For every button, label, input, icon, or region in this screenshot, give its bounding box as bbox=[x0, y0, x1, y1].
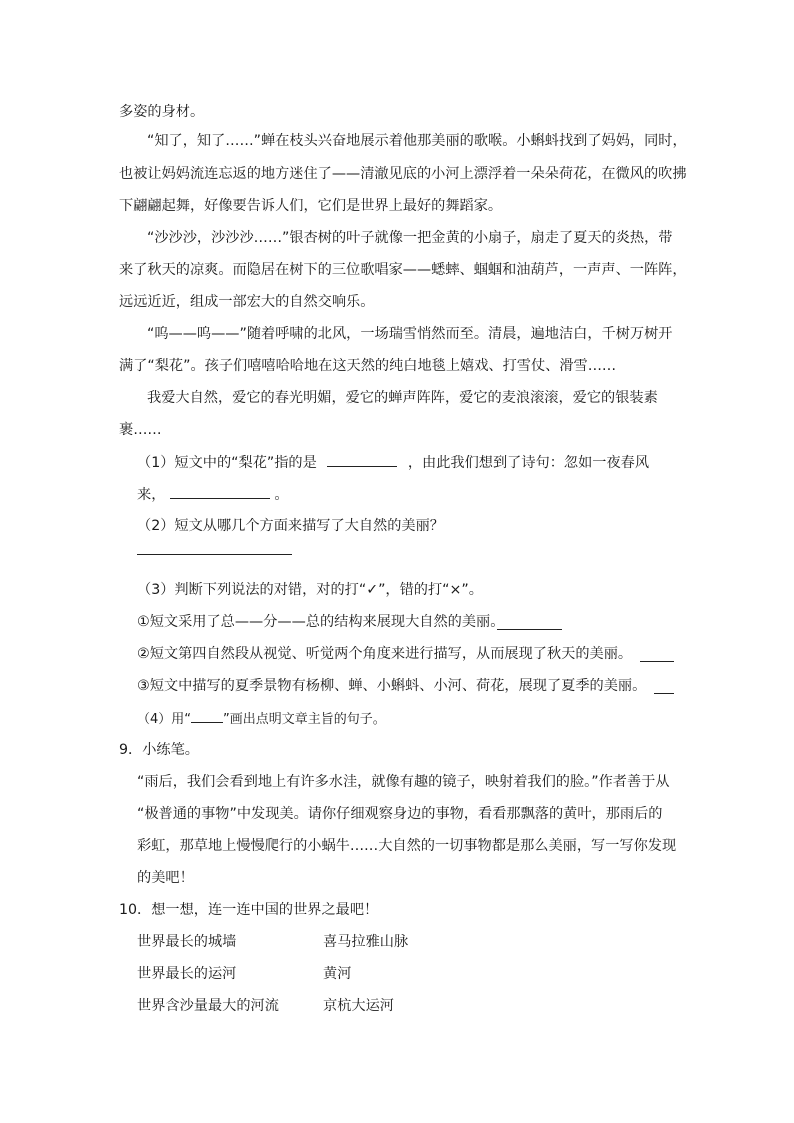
item-9-title: 9．小练笔。 bbox=[119, 742, 199, 758]
passage-p4-line: “呜——呜——”随着呼啸的北风，一场瑞雪悄然而至。清晨，遍地洁白，千树万树开 bbox=[147, 326, 673, 342]
match-left-item[interactable]: 世界最长的运河 bbox=[137, 966, 237, 982]
answer-line[interactable] bbox=[640, 660, 674, 662]
match-left-item[interactable]: 世界含沙量最大的河流 bbox=[137, 998, 279, 1014]
question-1-text-a: （1）短文中的“梨花”指的是 bbox=[137, 455, 317, 471]
question-3-item-2-text: ②短文第四自然段从视觉、听觉两个角度来进行描写，从而展现了秋天的美丽。 bbox=[137, 646, 633, 662]
question-3-item-1 bbox=[137, 612, 504, 632]
question-4-text-a: （4）用“ bbox=[137, 712, 192, 727]
question-2: （2）短文从哪几个方面来描写了大自然的美丽？ bbox=[137, 518, 444, 534]
passage-p4-line: 满了“梨花”。孩子们嘻嘻哈哈地在这天然的纯白地毯上嬉戏、打雪仗、滑雪…… bbox=[119, 358, 617, 374]
passage-p3-line: 来了秋天的凉爽。而隐居在树下的三位歌唱家——蟋蟀、蝈蝈和油葫芦，一声声、一阵阵， bbox=[119, 262, 687, 278]
answer-line[interactable] bbox=[137, 553, 292, 555]
question-1-line-2 bbox=[137, 484, 289, 505]
item-9-line: “极普通的事物”中发现美。请你仔细观察身边的事物，看看那飘落的黄叶，那雨后的 bbox=[137, 806, 663, 822]
answer-line[interactable] bbox=[654, 692, 674, 694]
match-right-item[interactable]: 京杭大运河 bbox=[323, 998, 394, 1014]
passage-p5-line: 我爱大自然，爱它的春光明媚，爱它的蝉声阵阵，爱它的麦浪滚滚，爱它的银装素 bbox=[147, 390, 658, 406]
passage-p2-line: “知了，知了……”蝉在枝头兴奋地展示着他那美丽的歌喉。小蝌蚪找到了妈妈，同时， bbox=[147, 133, 687, 149]
question-1-line-1 bbox=[137, 452, 649, 473]
match-left-item[interactable]: 世界最长的城墙 bbox=[137, 934, 237, 950]
passage-p2-line: 下翩翩起舞，好像要告诉人们，它们是世界上最好的舞蹈家。 bbox=[119, 198, 503, 214]
answer-blank[interactable] bbox=[327, 452, 397, 467]
question-4 bbox=[137, 708, 386, 730]
question-4-text-b: ”画出点明文章主旨的句子。 bbox=[223, 712, 386, 727]
item-9-line: 彩虹，那草地上慢慢爬行的小蜗牛……大自然的一切事物都是那么美丽，写一写你发现 bbox=[137, 838, 677, 854]
question-1-text-b: ，由此我们想到了诗句：忽如一夜春风 bbox=[407, 455, 650, 471]
question-1-text-d: 。 bbox=[274, 487, 289, 503]
answer-line[interactable] bbox=[497, 628, 562, 630]
item-10-title: 10．想一想，连一连中国的世界之最吧！ bbox=[119, 902, 379, 918]
answer-blank[interactable] bbox=[170, 484, 270, 499]
passage-p2-line: 也被让妈妈流连忘返的地方迷住了——清澈见底的小河上漂浮着一朵朵荷花，在微风的吹拂 bbox=[119, 166, 687, 182]
match-right-item[interactable]: 喜马拉雅山脉 bbox=[323, 934, 409, 950]
answer-blank[interactable] bbox=[191, 708, 223, 723]
passage-p5-line: 裹…… bbox=[119, 422, 162, 438]
item-9-line: “雨后，我们会看到地上有许多水洼，就像有趣的镜子，映射着我们的脸。”作者善于从 bbox=[137, 774, 670, 790]
passage-p1-end: 多姿的身材。 bbox=[119, 104, 205, 120]
question-3-item-2 bbox=[137, 644, 632, 664]
match-right-item[interactable]: 黄河 bbox=[323, 966, 352, 982]
question-3-item-1-text: ①短文采用了总——分——总的结构来展现大自然的美丽。 bbox=[137, 614, 505, 630]
question-3-item-3 bbox=[137, 676, 646, 696]
item-9-line: 的美吧！ bbox=[137, 870, 194, 886]
passage-p3-line: 远远近近，组成一部宏大的自然交响乐。 bbox=[119, 294, 375, 310]
question-3: （3）判断下列说法的对错，对的打“✓”，错的打“×”。 bbox=[137, 582, 483, 598]
passage-p3-line: “沙沙沙，沙沙沙……”银杏树的叶子就像一把金黄的小扇子，扇走了夏天的炎热，带 bbox=[147, 230, 673, 246]
question-3-item-3-text: ③短文中描写的夏季景物有杨柳、蝉、小蝌蚪、小河、荷花，展现了夏季的美丽。 bbox=[137, 678, 647, 694]
question-1-text-c: 来， bbox=[137, 487, 166, 503]
